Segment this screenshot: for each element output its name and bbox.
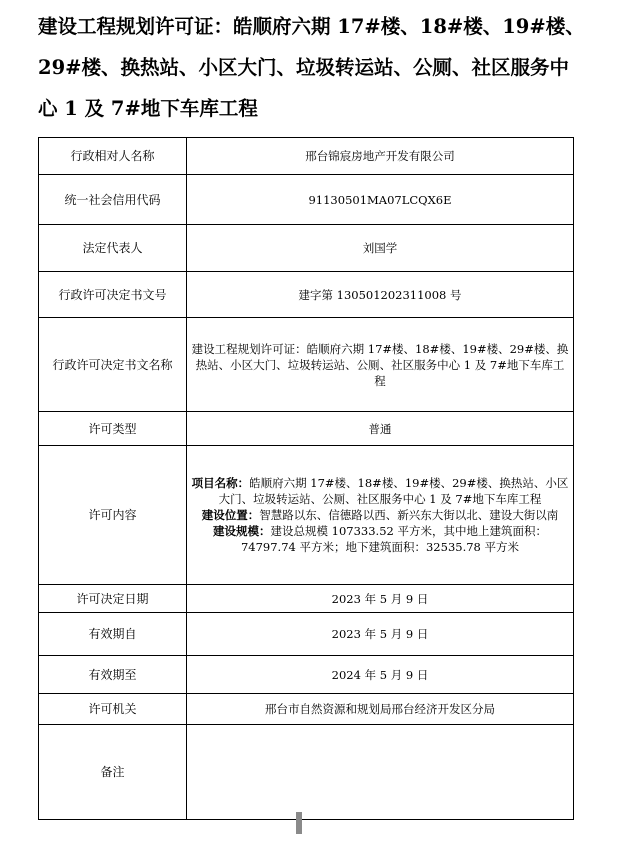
table-row xyxy=(39,272,574,318)
row-label: 行政相对人名称 xyxy=(39,138,187,175)
row-value: 刘国学 xyxy=(187,225,574,272)
document-title: 建设工程规划许可证：皓顺府六期 17#楼、18#楼、19#楼、29#楼、换热站、小区大门、垃圾转运站、公厕、社区服务中心 1 及 7#地下车库工程 xyxy=(38,15,585,120)
row-value: 2024 年 5 月 9 日 xyxy=(187,656,574,694)
scrollbar-thumb[interactable] xyxy=(296,812,302,834)
row-label: 许可决定日期 xyxy=(39,585,187,613)
table-row xyxy=(39,138,574,175)
row-label: 许可内容 xyxy=(39,446,187,585)
project-name-label: 项目名称： xyxy=(191,476,250,490)
row-label: 备注 xyxy=(39,725,187,820)
row-value: 91130501MA07LCQX6E xyxy=(187,175,574,225)
row-value: 2023 年 5 月 9 日 xyxy=(187,585,574,613)
row-value: 2023 年 5 月 9 日 xyxy=(187,613,574,656)
row-value: 邢台锦宸房地产开发有限公司 xyxy=(187,138,574,175)
row-label: 法定代表人 xyxy=(39,225,187,272)
row-label: 许可机关 xyxy=(39,694,187,725)
row-label: 行政许可决定书文名称 xyxy=(39,318,187,412)
row-label: 许可类型 xyxy=(39,412,187,446)
location-value: 智慧路以东、信德路以西、新兴东大街以北、建设大街以南 xyxy=(259,508,559,522)
table-row xyxy=(39,694,574,725)
table-row xyxy=(39,318,574,412)
table-row xyxy=(39,725,574,820)
table-row xyxy=(39,225,574,272)
location-label: 建设位置： xyxy=(201,508,260,522)
row-value: 建字第 130501202311008 号 xyxy=(187,272,574,318)
table-row xyxy=(39,412,574,446)
scale-label: 建设规模： xyxy=(213,524,271,538)
permit-table xyxy=(38,137,574,820)
table-row xyxy=(39,175,574,225)
table-row xyxy=(39,613,574,656)
row-value: 普通 xyxy=(187,412,574,446)
row-label: 统一社会信用代码 xyxy=(39,175,187,225)
license-content xyxy=(187,446,574,585)
construction-location xyxy=(191,507,569,523)
table-row xyxy=(39,656,574,694)
row-value: 邢台市自然资源和规划局邢台经济开发区分局 xyxy=(187,694,574,725)
row-value xyxy=(187,725,574,820)
row-label: 行政许可决定书文号 xyxy=(39,272,187,318)
project-name-value: 皓顺府六期 17#楼、18#楼、19#楼、29#楼、换热站、小区大门、垃圾转运站、公厕、社区服务中心 1 及 7#地下车库工程 xyxy=(218,476,569,506)
row-label: 有效期至 xyxy=(39,656,187,694)
table-row xyxy=(39,585,574,613)
row-value: 建设工程规划许可证：皓顺府六期 17#楼、18#楼、19#楼、29#楼、换热站、小区大门、垃圾转运站、公厕、社区服务中心 1 及 7#地下车库工程 xyxy=(187,318,574,412)
scale-value: 建设总规模 107333.52 平方米，其中地上建筑面积：74797.74 平方米；地下建筑面积：32535.78 平方米 xyxy=(240,524,547,554)
project-name xyxy=(191,475,569,507)
table-row xyxy=(39,446,574,585)
row-label: 有效期自 xyxy=(39,613,187,656)
construction-scale xyxy=(191,523,569,555)
